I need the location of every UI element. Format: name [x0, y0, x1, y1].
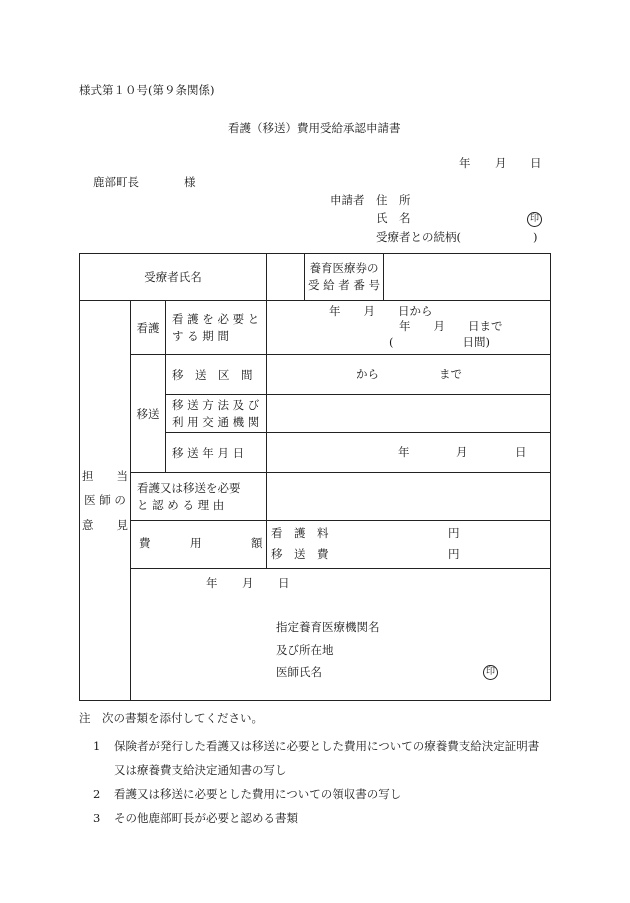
transport-section-to: まで [439, 367, 462, 381]
note-1-line-2: 又は療養費支給決定通知書の写し [114, 763, 287, 777]
date-day-label: 日 [530, 156, 542, 170]
transport-fee-label: 移 送 費 [271, 547, 329, 561]
cost-label-right: 額 [251, 536, 263, 550]
physician-date-year: 年 [206, 576, 218, 590]
note-3-number: 3 [93, 811, 101, 825]
nursing-to-line: 年 月 日まで [399, 319, 503, 333]
nursing-period-label-1: 看 護 を 必 要 と [172, 311, 260, 326]
doctor-opinion-label-3: 意 見 [82, 517, 128, 532]
doctor-opinion-label-1: 担 当 [82, 469, 128, 484]
cert-number-label-cell [305, 254, 384, 301]
notes-heading: 注 次の書類を添付してください。 [79, 711, 263, 725]
doctor-name-label: 医師氏名 [276, 665, 322, 679]
doctor-opinion-label-2: 医 師 の [84, 493, 126, 508]
transport-date-label-cell [166, 433, 267, 473]
transport-group-label: 移送 [136, 406, 160, 421]
nursing-period-field[interactable] [267, 301, 551, 355]
form-number: 様式第１０号(第９条関係) [79, 83, 215, 97]
transport-date-year: 年 [398, 445, 410, 459]
transport-method-label-2: 利 用 交 通 機 関 [172, 414, 260, 429]
note-1-number: 1 [93, 739, 101, 753]
reason-label-2: と 認 め る 理 由 [137, 497, 225, 512]
transport-date-day: 日 [515, 445, 527, 459]
transport-section-from: から [356, 367, 379, 381]
transport-method-field[interactable] [267, 395, 551, 433]
nursing-period-label-cell [166, 301, 267, 355]
applicant-relation-label: 受療者との続柄( [376, 230, 461, 244]
addressee-honorific: 様 [184, 175, 196, 189]
physician-date-day: 日 [278, 576, 290, 590]
note-2-line-1: 看護又は移送に必要とした費用についての領収書の写し [114, 787, 402, 801]
note-2-number: 2 [93, 787, 101, 801]
transport-date-field[interactable] [267, 433, 551, 473]
nursing-group-label-cell [131, 301, 166, 355]
transport-fee-yen: 円 [448, 547, 460, 561]
transport-date-label: 移 送 年 月 日 [172, 445, 245, 460]
patient-name-label: 受療者氏名 [144, 270, 202, 284]
transport-method-label-cell [166, 395, 267, 433]
transport-section-label: 移 送 区 間 [172, 367, 253, 382]
applicant-relation-close: ) [533, 230, 538, 244]
transport-date-month: 月 [456, 445, 468, 459]
application-table [79, 253, 551, 701]
transport-method-label-1: 移 送 方 法 及 び [172, 397, 260, 412]
cert-number-field[interactable] [384, 254, 551, 301]
nursing-group-label: 看護 [136, 320, 160, 335]
date-year-label: 年 [459, 156, 471, 170]
institution-label-1: 指定養育医療機関名 [276, 620, 380, 634]
cost-label-cell [131, 521, 267, 569]
nursing-period-label-2: す る 期 間 [172, 328, 229, 343]
transport-section-label-cell [166, 355, 267, 395]
nursing-fee-label: 看 護 料 [271, 526, 329, 540]
date-month-label: 月 [495, 156, 507, 170]
cert-number-label-2: 受 給 者 番 号 [307, 278, 381, 292]
cost-field[interactable] [267, 521, 551, 569]
nursing-from-line: 年 月 日から [329, 304, 433, 318]
doctor-seal-icon: 印 [483, 664, 498, 680]
nursing-fee-yen: 円 [448, 526, 460, 540]
reason-field[interactable] [267, 473, 551, 521]
cost-label-left: 費 [139, 536, 151, 550]
reason-label-cell [131, 473, 267, 521]
form-title: 看護（移送）費用受給承認申請書 [228, 121, 401, 135]
cert-number-label-1: 養育医療券の [309, 261, 379, 276]
applicant-seal-icon: 印 [527, 211, 542, 227]
nursing-days-line: ( 日間) [389, 335, 490, 349]
reason-label-1: 看護又は移送を必要 [137, 480, 241, 495]
institution-label-2: 及び所在地 [276, 643, 334, 657]
applicant-label: 申請者 [330, 193, 365, 207]
addressee-name: 鹿部町長 [93, 175, 139, 189]
transport-group-label-cell [131, 355, 166, 473]
patient-name-field[interactable] [267, 254, 305, 301]
physician-block[interactable] [131, 569, 551, 701]
doctor-opinion-label-cell [80, 301, 131, 701]
applicant-name-label: 氏 名 [376, 211, 411, 225]
note-1-line-1: 保険者が発行した看護又は移送に必要とした費用についての療養費支給決定証明書 [114, 739, 540, 753]
cost-label-mid: 用 [190, 536, 202, 550]
physician-date-month: 月 [242, 576, 254, 590]
note-3-line-1: その他鹿部町長が必要と認める書類 [114, 811, 298, 825]
patient-name-label-cell [80, 254, 267, 301]
applicant-address-label: 住 所 [376, 193, 411, 207]
transport-section-field[interactable] [267, 355, 551, 395]
